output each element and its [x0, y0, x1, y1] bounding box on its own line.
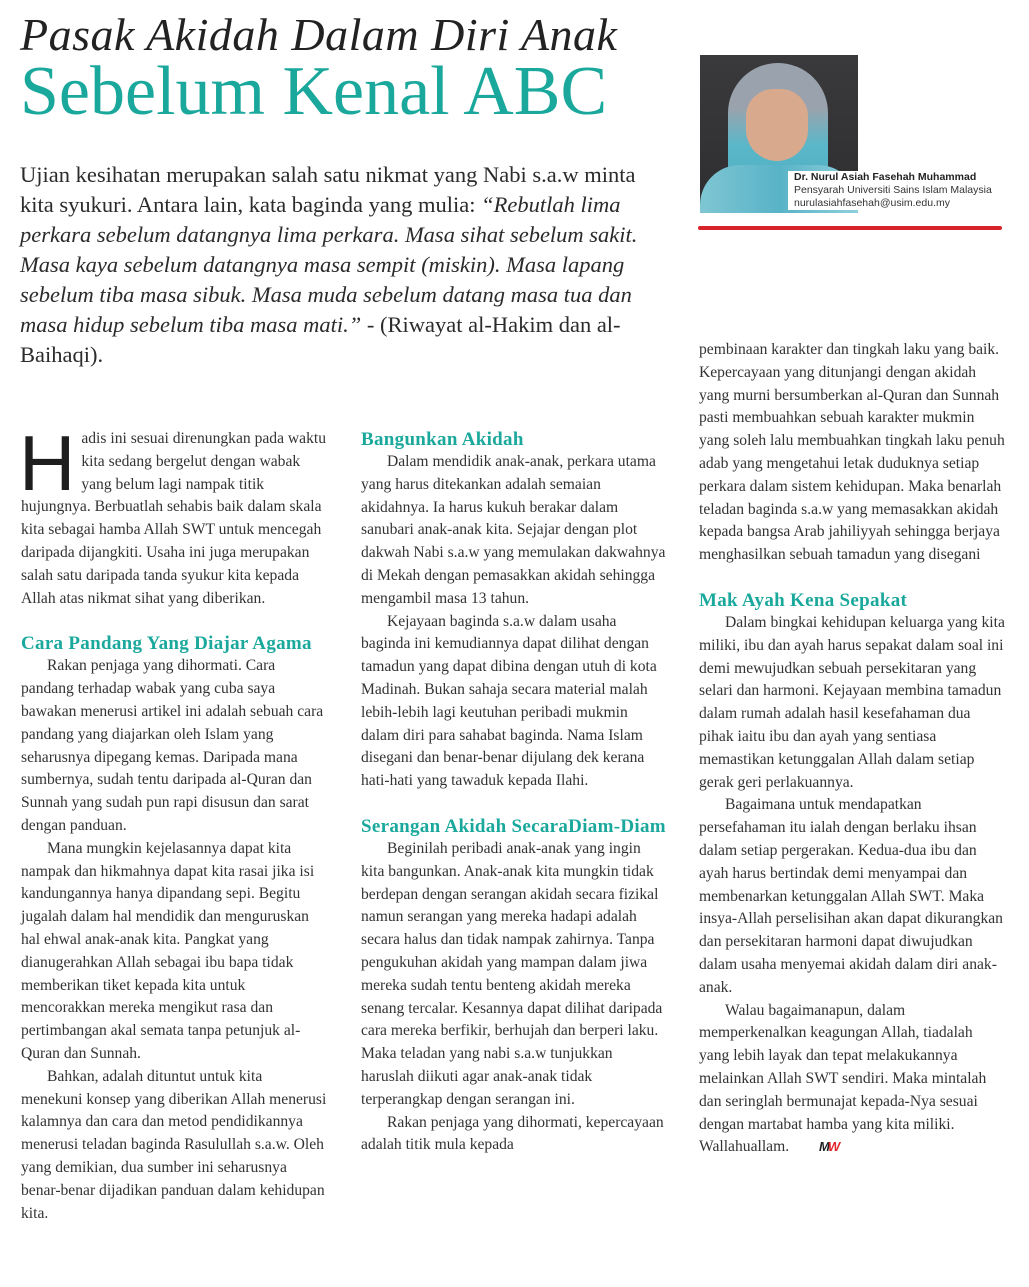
author-info [788, 171, 1026, 210]
paragraph: Hadis ini sesuai direnungkan pada waktu kita sedang bergelut dengan wabak yang belum lagi nampak titik hujungnya. Berbuatlah sehabis baik dalam skala kita sebagai hamba Allah SWT untuk mencegah daripada dijangkiti. Usaha ini juga merupakan salah satu daripada tanda syukur kita kepada Allah atas nikmat sihat yang diberikan. [19, 419, 327, 607]
paragraph: Bahkan, adalah dituntut untuk kita menekuni konsep yang diberikan Allah menerusi kalamnya dan cara dan metod pendidikannya menerusi teladan baginda Rasulullah s.a.w. Oleh yang demikian, dua sumber ini seharusnya benar-benar dijadikan panduan dalam kehidupan kita. [21, 1067, 327, 1222]
drop-cap: H [19, 419, 76, 507]
paragraph: Dalam bingkai kehidupan keluarga yang kita miliki, ibu dan ayah harus sepakat dalam soal ini demi mewujudkan sebuah persekitaran yang selari dan harmoni. Kejayaan membina tamadun dalam rumah adalah hasil kesefahaman dua pihak iaitu ibu dan ayah yang sentiasa memastikan ketunggalan Allah dalam setiap gerak geri perlakuannya. [699, 613, 1005, 791]
paragraph: Kejayaan baginda s.a.w dalam usaha baginda ini kemudiannya dapat dilihat dengan tamadun yang dapat dibina dengan utuh di kota Madinah. Bukan sahaja secara material malah lebih-lebih lagi keutuhan peribadi mukmin dalam diri para sahabat baginda. Nama Islam disegani dan benar-benar dijulang dek kerana hati-hati yang tawaduk kepada Ilahi. [361, 612, 657, 790]
end-mark-logo-icon: MW [819, 1139, 839, 1155]
intro-source: - (Riwayat al-Hakim dan al-Baihaqi). [20, 312, 621, 367]
section-heading: Cara Pandang Yang Diajar Agama [21, 633, 312, 655]
paragraph: Walau bagaimanapun, dalam memperkenalkan keagungan Allah, tiadalah yang lebih layak dan tepat melakukannya melainkan Allah SWT sendiri. Maka mintalah dan seringlah bermunajat kepada-Nya sesuai dengan martabat hamba yang kita miliki. Wallahuallam. MW [699, 1000, 1005, 1160]
article-column-2 [361, 428, 667, 1157]
paragraph: Bagaimana untuk mendapatkan persefahaman itu ialah dengan berlaku ihsan dalam setiap pergerakan. Kedua-dua ibu dan ayah harus bertindak demi menyampai dan membenarkan ketunggalan Allah SWT. Maka insya-Allah perselisihan akan dapat dikurangkan dan persekitaran harmoni dapat diwujudkan dalam usaha menyemai akidah dalam diri anak-anak. [699, 796, 1003, 996]
section-heading: Serangan Akidah SecaraDiam-Diam [361, 815, 666, 837]
paragraph: pembinaan karakter dan tingkah laku yang baik. Kepercayaan yang ditunjangi dengan akidah yang murni bersumberkan al-Quran dan Sunnah pasti membuahkan sebuah karakter mukmin yang soleh lalu membuahkan tingkah laku penuh adab yang mengetahui letak duduknya setiap perkara dalam sistem kehidupan. Maka benarlah teladan baginda s.a.w yang memasakkan akidah kepada bangsa Arab jahiliyyah sehingga berjaya menghasilkan sebuah tamadun yang disegani [699, 341, 1005, 564]
intro-lead: Ujian kesihatan merupakan salah satu nikmat yang Nabi s.a.w minta kita syukuri. Antara lain, kata baginda yang mulia: [20, 162, 636, 217]
section-heading: Mak Ayah Kena Sepakat [699, 589, 908, 611]
intro-hadith-quote: “Rebutlah lima perkara sebelum datangnya lima perkara. Masa sihat sebelum sakit. Masa kaya sebelum datangnya masa sempit (miskin). Masa lapang sebelum tiba masa sibuk. Masa muda sebelum datang masa tua dan masa hidup sebelum tiba masa mati.” [20, 192, 638, 337]
author-email[interactable]: nurulasiahfasehah@usim.edu.my [794, 197, 950, 209]
headline-line1: Pasak Akidah Dalam Diri Anak [20, 9, 618, 60]
author-divider [698, 226, 1002, 230]
intro-standfirst [20, 160, 660, 370]
author-box [700, 55, 1020, 215]
paragraph: Dalam mendidik anak-anak, perkara utama yang harus ditekankan adalah semaian akidahnya. Ia harus kukuh berakar dalam sanubari anak-anak kita. Sejajar dengan plot dakwah Nabi s.a.w yang memulakan dakwahnya di Mekah dengan pemasakkan akidah sehingga mengambil masa 13 tahun. [361, 453, 666, 607]
author-role: Pensyarah Universiti Sains Islam Malaysia [794, 184, 992, 196]
paragraph: Mana mungkin kejelasannya dapat kita nampak dan hikmahnya dapat kita rasai jika isi kandungannya hanya dipandang sepi. Begitu jugalah dalam hal mendidik dan menguruskan hal ehwal anak-anak kita. Pangkat yang dianugerahkan Allah sebagai ibu bapa tidak memberikan tiket kepada kita untuk mencorakkan mereka mengikut rasa dan pertimbangan akal semata tanpa petunjuk al-Quran dan Sunnah. [21, 839, 315, 1062]
section-heading: Bangunkan Akidah [361, 429, 524, 450]
article-column-3 [699, 339, 1005, 1159]
article-column-1 [19, 419, 327, 1225]
paragraph: Rakan penjaga yang dihormati. Cara pandang terhadap wabak yang cuba saya bawakan menerusi artikel ini adalah sebuah cara pandang yang diajarkan oleh Islam yang seharusnya dipegang kemas. Daripada mana sumbernya, sudah tentu daripada al-Quran dan Sunnah yang sudah pun rapi disusun dan sarat dengan panduan. [21, 657, 324, 834]
author-name: Dr. Nurul Asiah Fasehah Muhammad [794, 171, 977, 183]
paragraph: Beginilah peribadi anak-anak yang ingin kita bangunkan. Anak-anak kita mungkin tidak berdepan dengan serangan akidah secara fizikal namun serangan yang mereka hadapi adalah secara halus dan tidak nampak zahirnya. Tanpa pengukuhan akidah yang mampan dalam jiwa mereka sudah tentu benteng akidah mereka senang tercalar. Kesannya dapat dilihat daripada cara mereka berfikir, berhujah dan berperi laku. Maka teladan yang nabi s.a.w tunjukkan haruslah diikuti agar anak-anak tidak terperangkap dengan serangan ini. [361, 839, 663, 1108]
paragraph: Rakan penjaga yang dihormati, kepercayaan adalah titik mula kepada [361, 1113, 664, 1154]
headline-line2: Sebelum Kenal ABC [20, 53, 608, 130]
